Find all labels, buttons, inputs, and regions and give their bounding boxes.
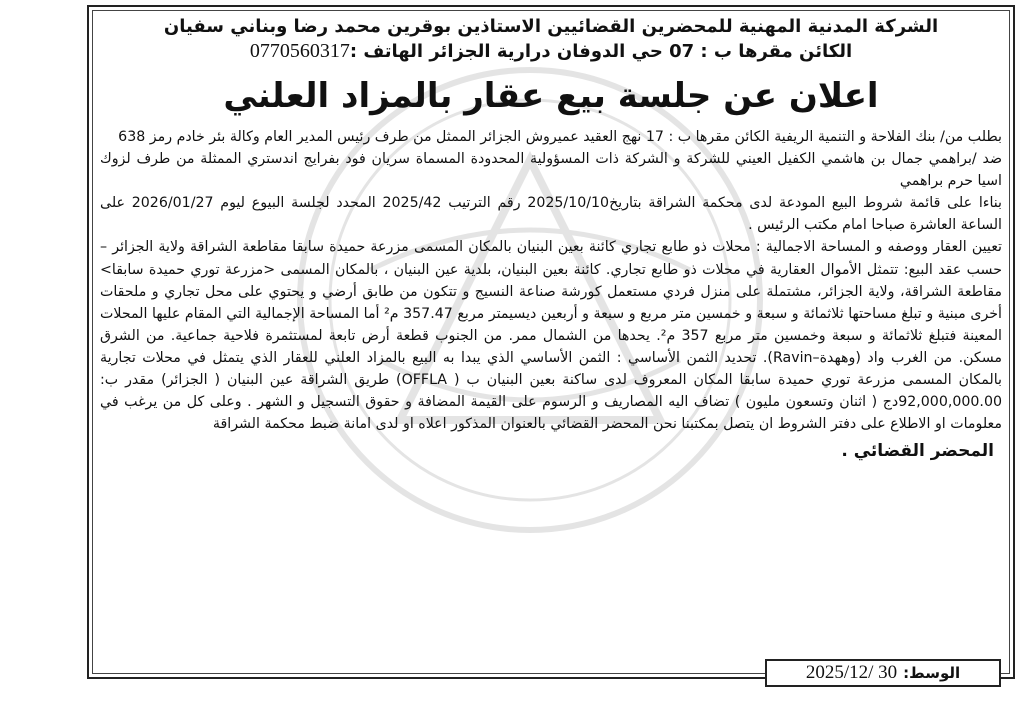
publication-date: 2025/12/ 30 [805, 662, 898, 683]
publication-box [765, 659, 1001, 687]
announcement-title: اعلان عن جلسة بيع عقار بالمزاد العلني [223, 76, 879, 116]
paragraph-property-description: تعيين العقار ووصفه و المساحة الاجمالية : محلات ذو طابع تجاري كائنة بعين البنيان بالمكان المسمى مزرعة حميدة سابقا مقاطعة الشراقة ولاية الجزائر – حسب عقد البيع: تتمثل الأموال العقارية في محلات ذو طابع تجاري. كائنة بعين البنيان، بلدية عين البنيان ، بالمكان المسمى <مزرعة توري حميدة سابقا> مقاطعة الشراقة، ولاية الجزائر، مشتملة على منزل فردي مستعمل كورشة صناعة النسيج و تتكون من طابق أرضي و يحتوي على محل تجاري و ملحقات أخرى مبنية و تبلغ مساحتها ثلاثمائة و سبعة و خمسين متر مربع و سبعة و أربعين ديسيمتر مربع 357.47 م² أما المساحة الإجمالية التي المقام عليها المحلات المعينة فتبلغ ثلاثمائة و سبعة وخمسين متر مربع 357 م². يحدها من الشمال ممر. من الجنوب قطعة أرض تابعة لمستثمرة فلاحية جماعية. من الشرق مسكن. من الغرب واد (وههدة–Ravin). تحديد الثمن الأساسي : الثمن الأساسي الذي يبدا به البيع بالمزاد العلني للعقار الذي يتمثل في محلات تجارية بالمكان المسمى مزرعة توري حميدة سابقا المكان المعروف لدى ساكنة بعين البنيان ب ( OFFLA) طريق الشراقة عين البنيان ( الجزائر) مقدر ب: 92,000,000.00دج ( اثنان وتسعون مليون ) تضاف اليه المصاريف و الرسوم على القيمة المضافة و حقوق التسجيل و الشهر . وعلى كل من يرغب في معلومات او الاطلاع على دفتر الشروط ان يتصل بمكتبنا نحن المحضر القضائي بالعنوان المذكور اعلاه او لدى امانة ضبط محكمة الشراقة [100, 239, 1003, 433]
address-label: الكائن مقرها ب : 07 حي الدوفان درارية الجزائر الهاتف : [349, 41, 853, 62]
paragraph-session: بناءا على قائمة شروط البيع المودعة لدى محكمة الشراقة بتاريخ2025/10/10 رقم الترتيب 2025/42 المحدد لجلسة البيوع ليوم 2026/01/27 على الساعة العاشرة صباحا امام مكتب الرئيس . [100, 195, 1003, 234]
phone-number: 0770560317 [249, 40, 350, 62]
company-name: الشركة المدنية المهنية للمحضرين القضائيين الاستاذين بوقرين محمد رضا وبناني سفيان [163, 16, 939, 37]
company-address [100, 39, 1002, 64]
announcement-body [100, 126, 1002, 435]
paragraph-requester: بطلب من/ بنك الفلاحة و التنمية الريفية الكائن مقرها ب : 17 نهج العقيد عميروش الجزائر الممثل من طرف رئيس المدير العام وكالة بئر خادم رمز 638 [118, 129, 1002, 145]
paragraph-defendant: ضد /براهمي جمال بن هاشمي الكفيل العيني للشركة و الشركة ذات المسؤولية المحدودة المسماة سريان فود بفرايج اندستري الممثلة من طرف لزوك اسيا حرم براهمي [100, 151, 1002, 190]
signature: المحضر القضائي . [841, 441, 994, 462]
newspaper-label: الوسط: [903, 664, 961, 682]
announcement-content [100, 14, 1002, 461]
